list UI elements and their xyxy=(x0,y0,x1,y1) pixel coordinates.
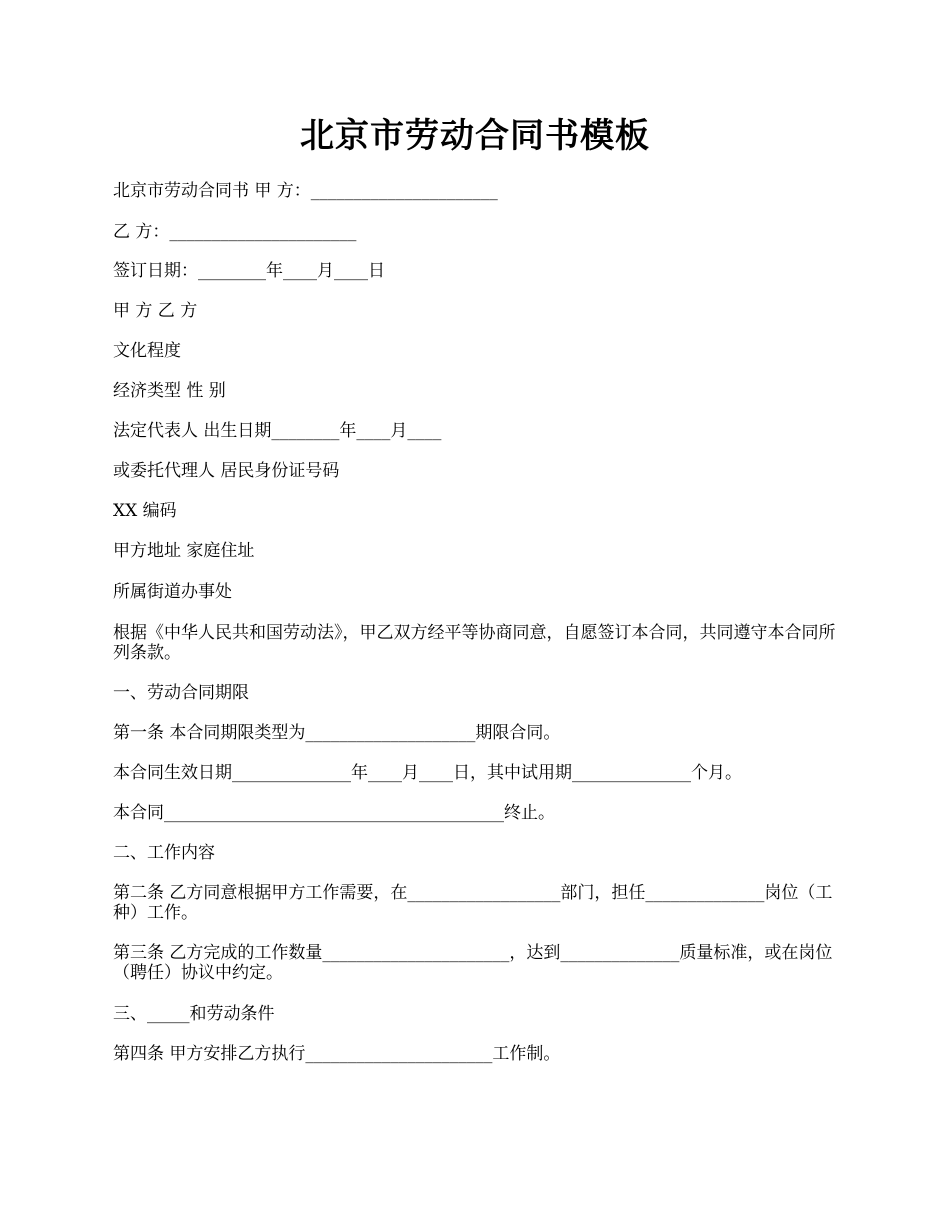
legal-rep-birthdate-line: 法定代表人 出生日期________年____月____ xyxy=(113,421,442,441)
education-line: 文化程度 xyxy=(113,341,181,361)
party-a-line: 北京市劳动合同书 甲 方：______________________ xyxy=(113,181,498,201)
preamble-paragraph: 根据《中华人民共和国劳动法》，甲乙双方经平等协商同意，自愿签订本合同，共同遵守本合同所列条款。 xyxy=(113,623,836,663)
section-2-heading: 二、工作内容 xyxy=(113,843,215,863)
document-title: 北京市劳动合同书模板 xyxy=(300,116,650,156)
economy-type-gender-line: 经济类型 性 别 xyxy=(113,381,226,401)
article-1: 第一条 本合同期限类型为____________________期限合同。 xyxy=(113,723,561,743)
termination-line: 本合同________________________________________终止。 xyxy=(113,803,555,823)
section-1-heading: 一、劳动合同期限 xyxy=(113,683,249,703)
effective-date-line: 本合同生效日期______________年____月____日，其中试用期______________个月。 xyxy=(113,763,742,783)
article-4: 第四条 甲方安排乙方执行______________________工作制。 xyxy=(113,1044,561,1064)
code-line: XX 编码 xyxy=(113,501,177,521)
signing-date-line: 签订日期：________年____月____日 xyxy=(113,261,385,281)
parties-heading: 甲 方 乙 方 xyxy=(113,301,198,321)
party-b-line: 乙 方：______________________ xyxy=(113,222,357,242)
section-3-heading: 三、_____和劳动条件 xyxy=(113,1004,275,1024)
subdistrict-office-line: 所属街道办事处 xyxy=(113,582,232,602)
agent-id-number-line: 或委托代理人 居民身份证号码 xyxy=(113,461,340,481)
article-2: 第二条 乙方同意根据甲方工作需要，在__________________部门，担任______________岗位（工种）工作。 xyxy=(113,883,833,923)
address-line: 甲方地址 家庭住址 xyxy=(113,541,255,561)
article-3: 第三条 乙方完成的工作数量______________________，达到______________质量标准，或在岗位（聘任）协议中约定。 xyxy=(113,943,833,983)
